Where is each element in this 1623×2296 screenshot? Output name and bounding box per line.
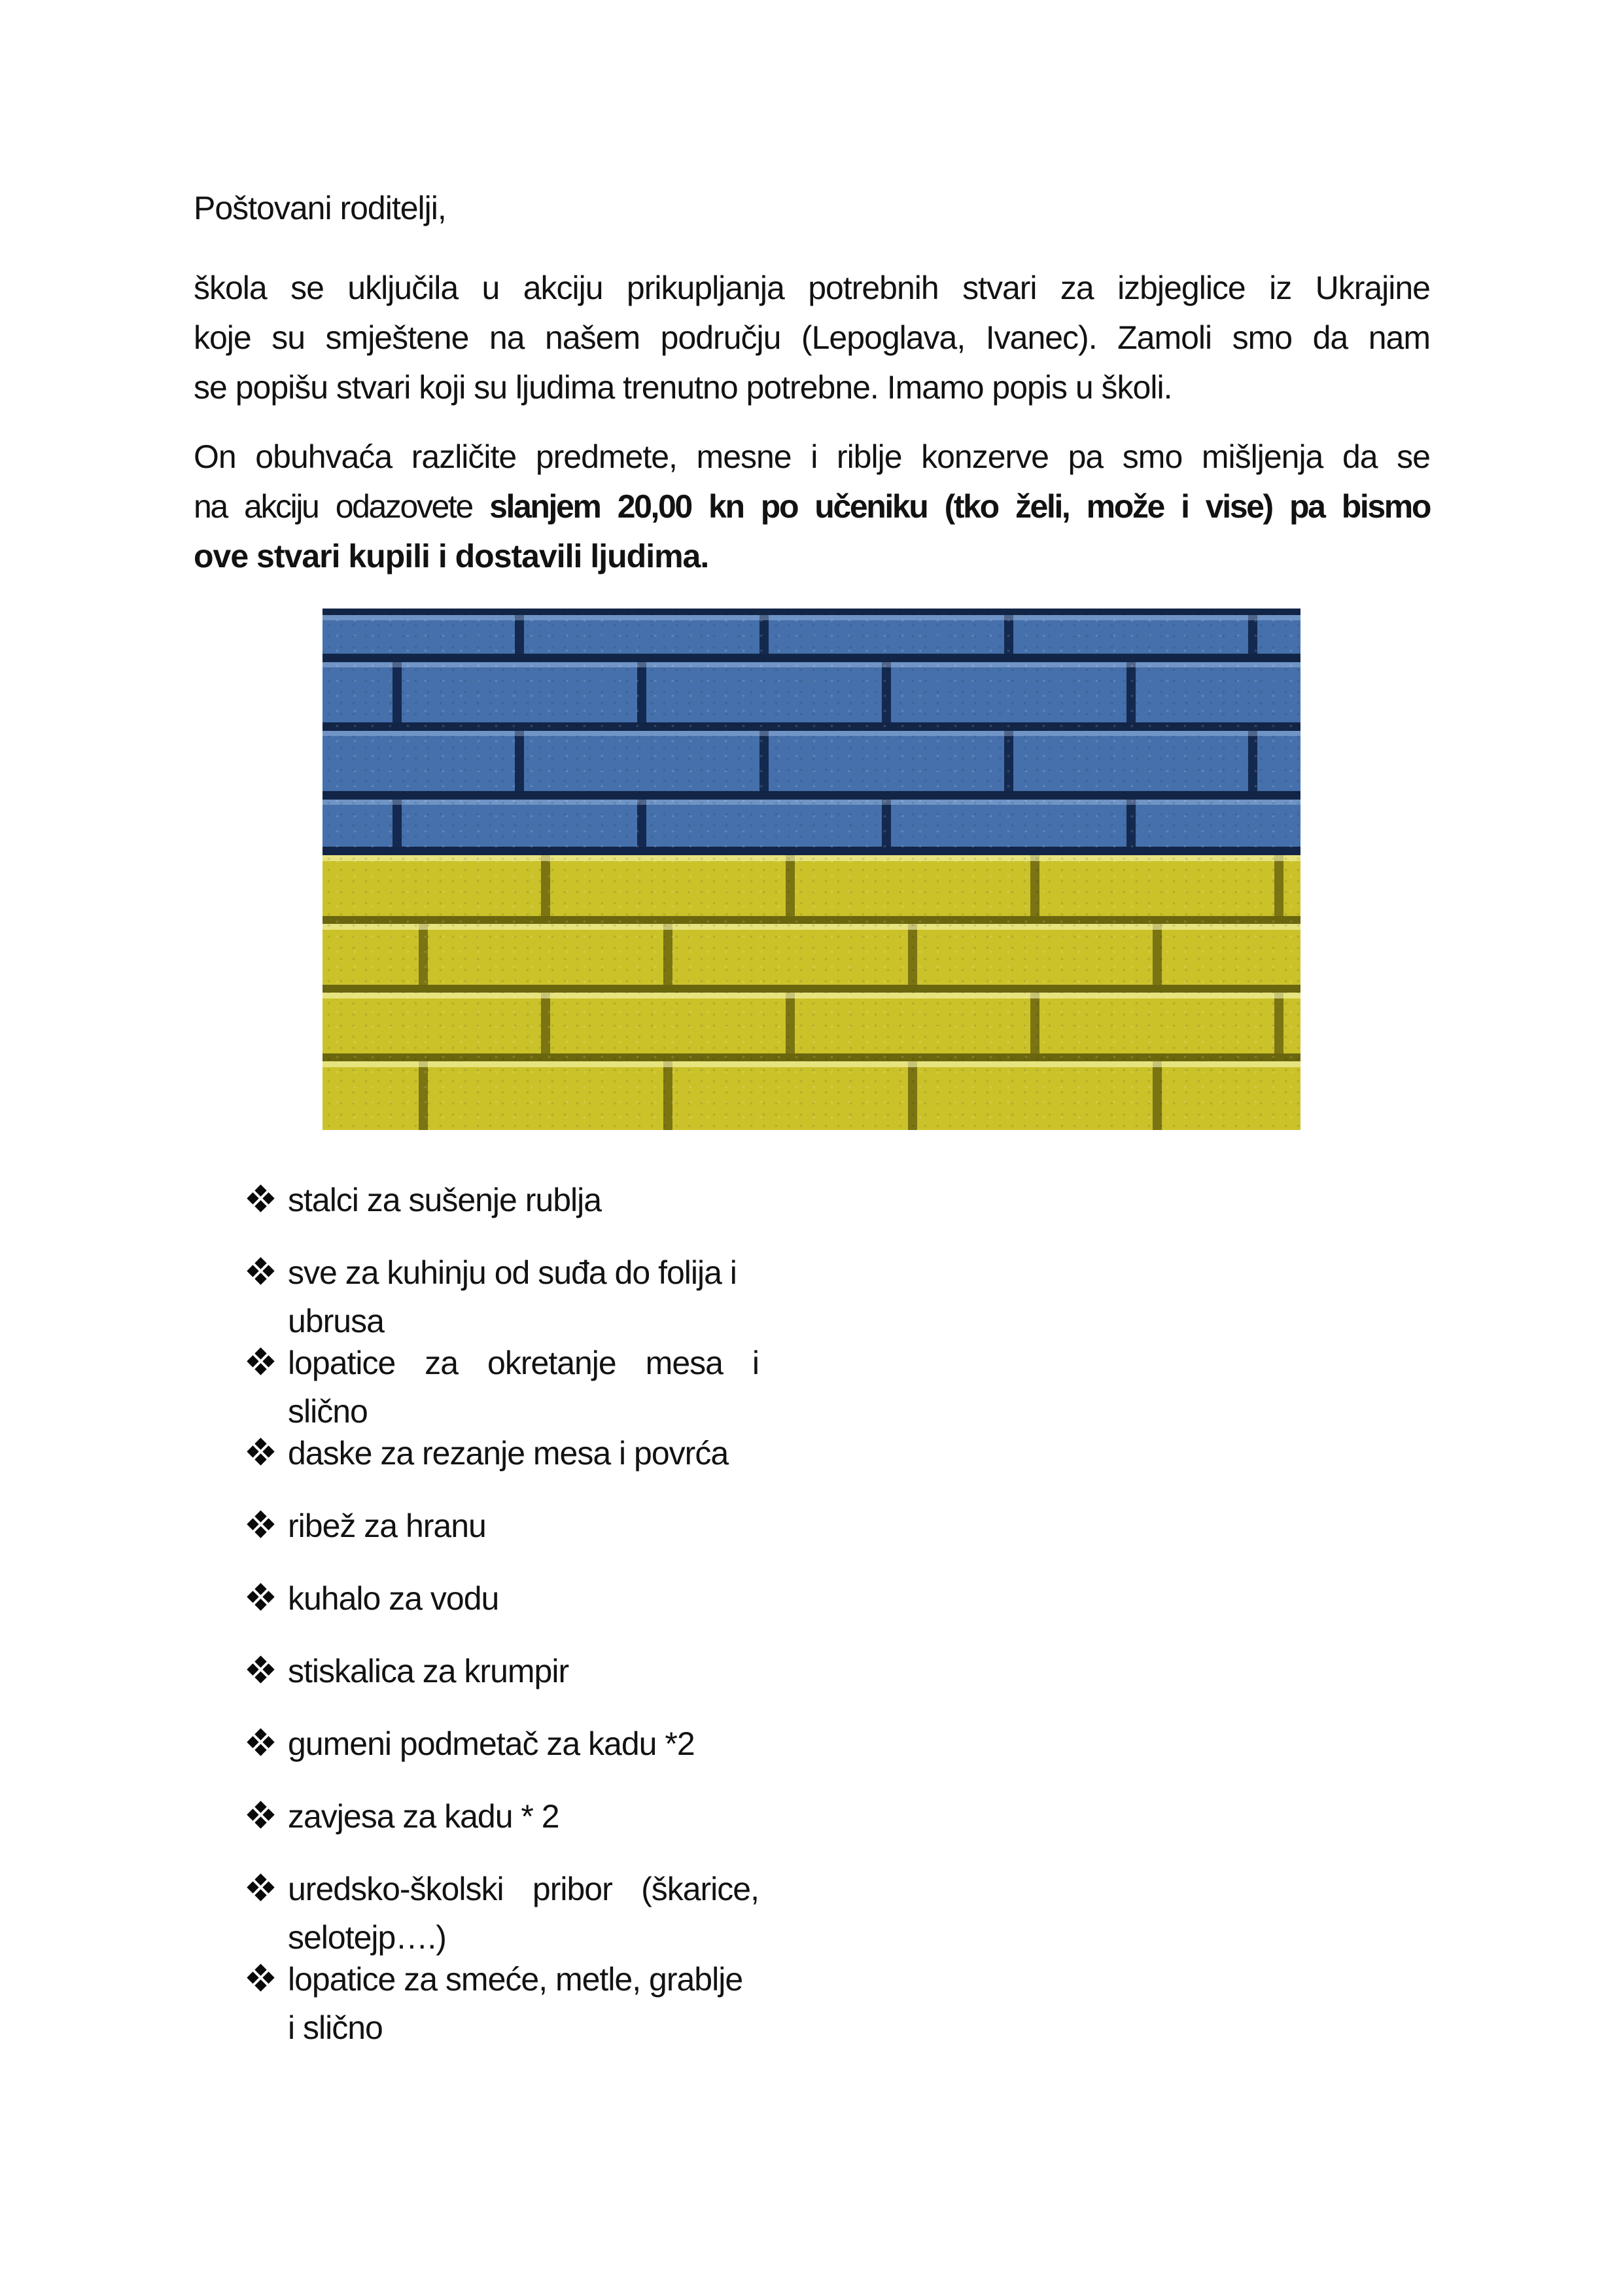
- diamond-bullet-icon: [246, 1963, 288, 2005]
- list-item-text: stiskalica za krumpir: [288, 1653, 569, 1689]
- list-item-text: uredsko-školski pribor (škarice, selotejp….): [288, 1871, 759, 1956]
- needed-items-list: [246, 1176, 1430, 2052]
- diamond-bullet-icon: [246, 1347, 288, 1388]
- paragraph-intro: [194, 263, 1430, 412]
- list-item-text: kuhalo za vodu: [288, 1580, 499, 1617]
- list-item-text: daske za rezanje mesa i povrća: [288, 1435, 729, 1472]
- list-item-text: lopatice za okretanje mesa i slično: [288, 1345, 759, 1430]
- list-item-text: gumeni podmetač za kadu *2: [288, 1725, 695, 1762]
- diamond-bullet-icon: [246, 1873, 288, 1915]
- list-item: [246, 1339, 1430, 1436]
- list-item-text: lopatice za smeće, metle, grablje i slično: [288, 1961, 743, 2046]
- list-item: [246, 1647, 1430, 1697]
- diamond-bullet-icon: [246, 1727, 288, 1769]
- list-item: [246, 1955, 1430, 2052]
- list-item-text: ribež za hranu: [288, 1508, 486, 1544]
- diamond-bullet-icon: [246, 1437, 288, 1479]
- list-item: [246, 1865, 1430, 1962]
- list-item: [246, 1429, 1430, 1479]
- donation-line-3-bold-text: ove stvari kupili i dostavili ljudima.: [194, 538, 709, 574]
- diamond-bullet-icon: [246, 1184, 288, 1226]
- list-item-text: zavjesa za kadu * 2: [288, 1798, 559, 1835]
- paragraph-donation: [194, 432, 1430, 581]
- donation-line-2-bold-text: slanjem 20,00 kn po učeniku (tko želi, može i vise) pa bismo: [489, 488, 1430, 525]
- paragraph-donation-line-1: On obuhvaća različite predmete, mesne i riblje konzerve pa smo mišljenja da se: [194, 438, 1430, 475]
- donation-line-2-normal-text: na akciju odazovete: [194, 488, 490, 525]
- diamond-bullet-icon: [246, 1582, 288, 1624]
- salutation: Poštovani roditelji,: [194, 190, 446, 226]
- list-item: [246, 1176, 1430, 1226]
- diamond-bullet-icon: [246, 1655, 288, 1697]
- diamond-bullet-icon: [246, 1800, 288, 1842]
- list-item-text: sve za kuhinju od suđa do folija i ubrusa: [288, 1254, 737, 1339]
- paragraph-intro-line-3: se popišu stvari koji su ljudima trenutno potrebne. Imamo popis u školi.: [194, 369, 1172, 406]
- list-item: [246, 1574, 1430, 1624]
- list-item: [246, 1720, 1430, 1769]
- paragraph-intro-line-2: koje su smještene na našem području (Lepoglava, Ivanec). Zamoli smo da nam: [194, 319, 1430, 356]
- brick-texture-overlay: [323, 609, 1300, 1130]
- diamond-bullet-icon: [246, 1510, 288, 1551]
- list-item: [246, 1792, 1430, 1842]
- list-item: [246, 1502, 1430, 1551]
- diamond-bullet-icon: [246, 1256, 288, 1298]
- list-item: [246, 1248, 1430, 1345]
- ukraine-flag-brick-image: [323, 609, 1300, 1130]
- paragraph-donation-line-3: [194, 531, 1430, 581]
- paragraph-intro-line-1: škola se uključila u akciju prikupljanja potrebnih stvari za izbjeglice iz Ukrajine: [194, 270, 1430, 306]
- list-item-text: stalci za sušenje rublja: [288, 1182, 602, 1218]
- paragraph-donation-line-2: [194, 482, 1430, 531]
